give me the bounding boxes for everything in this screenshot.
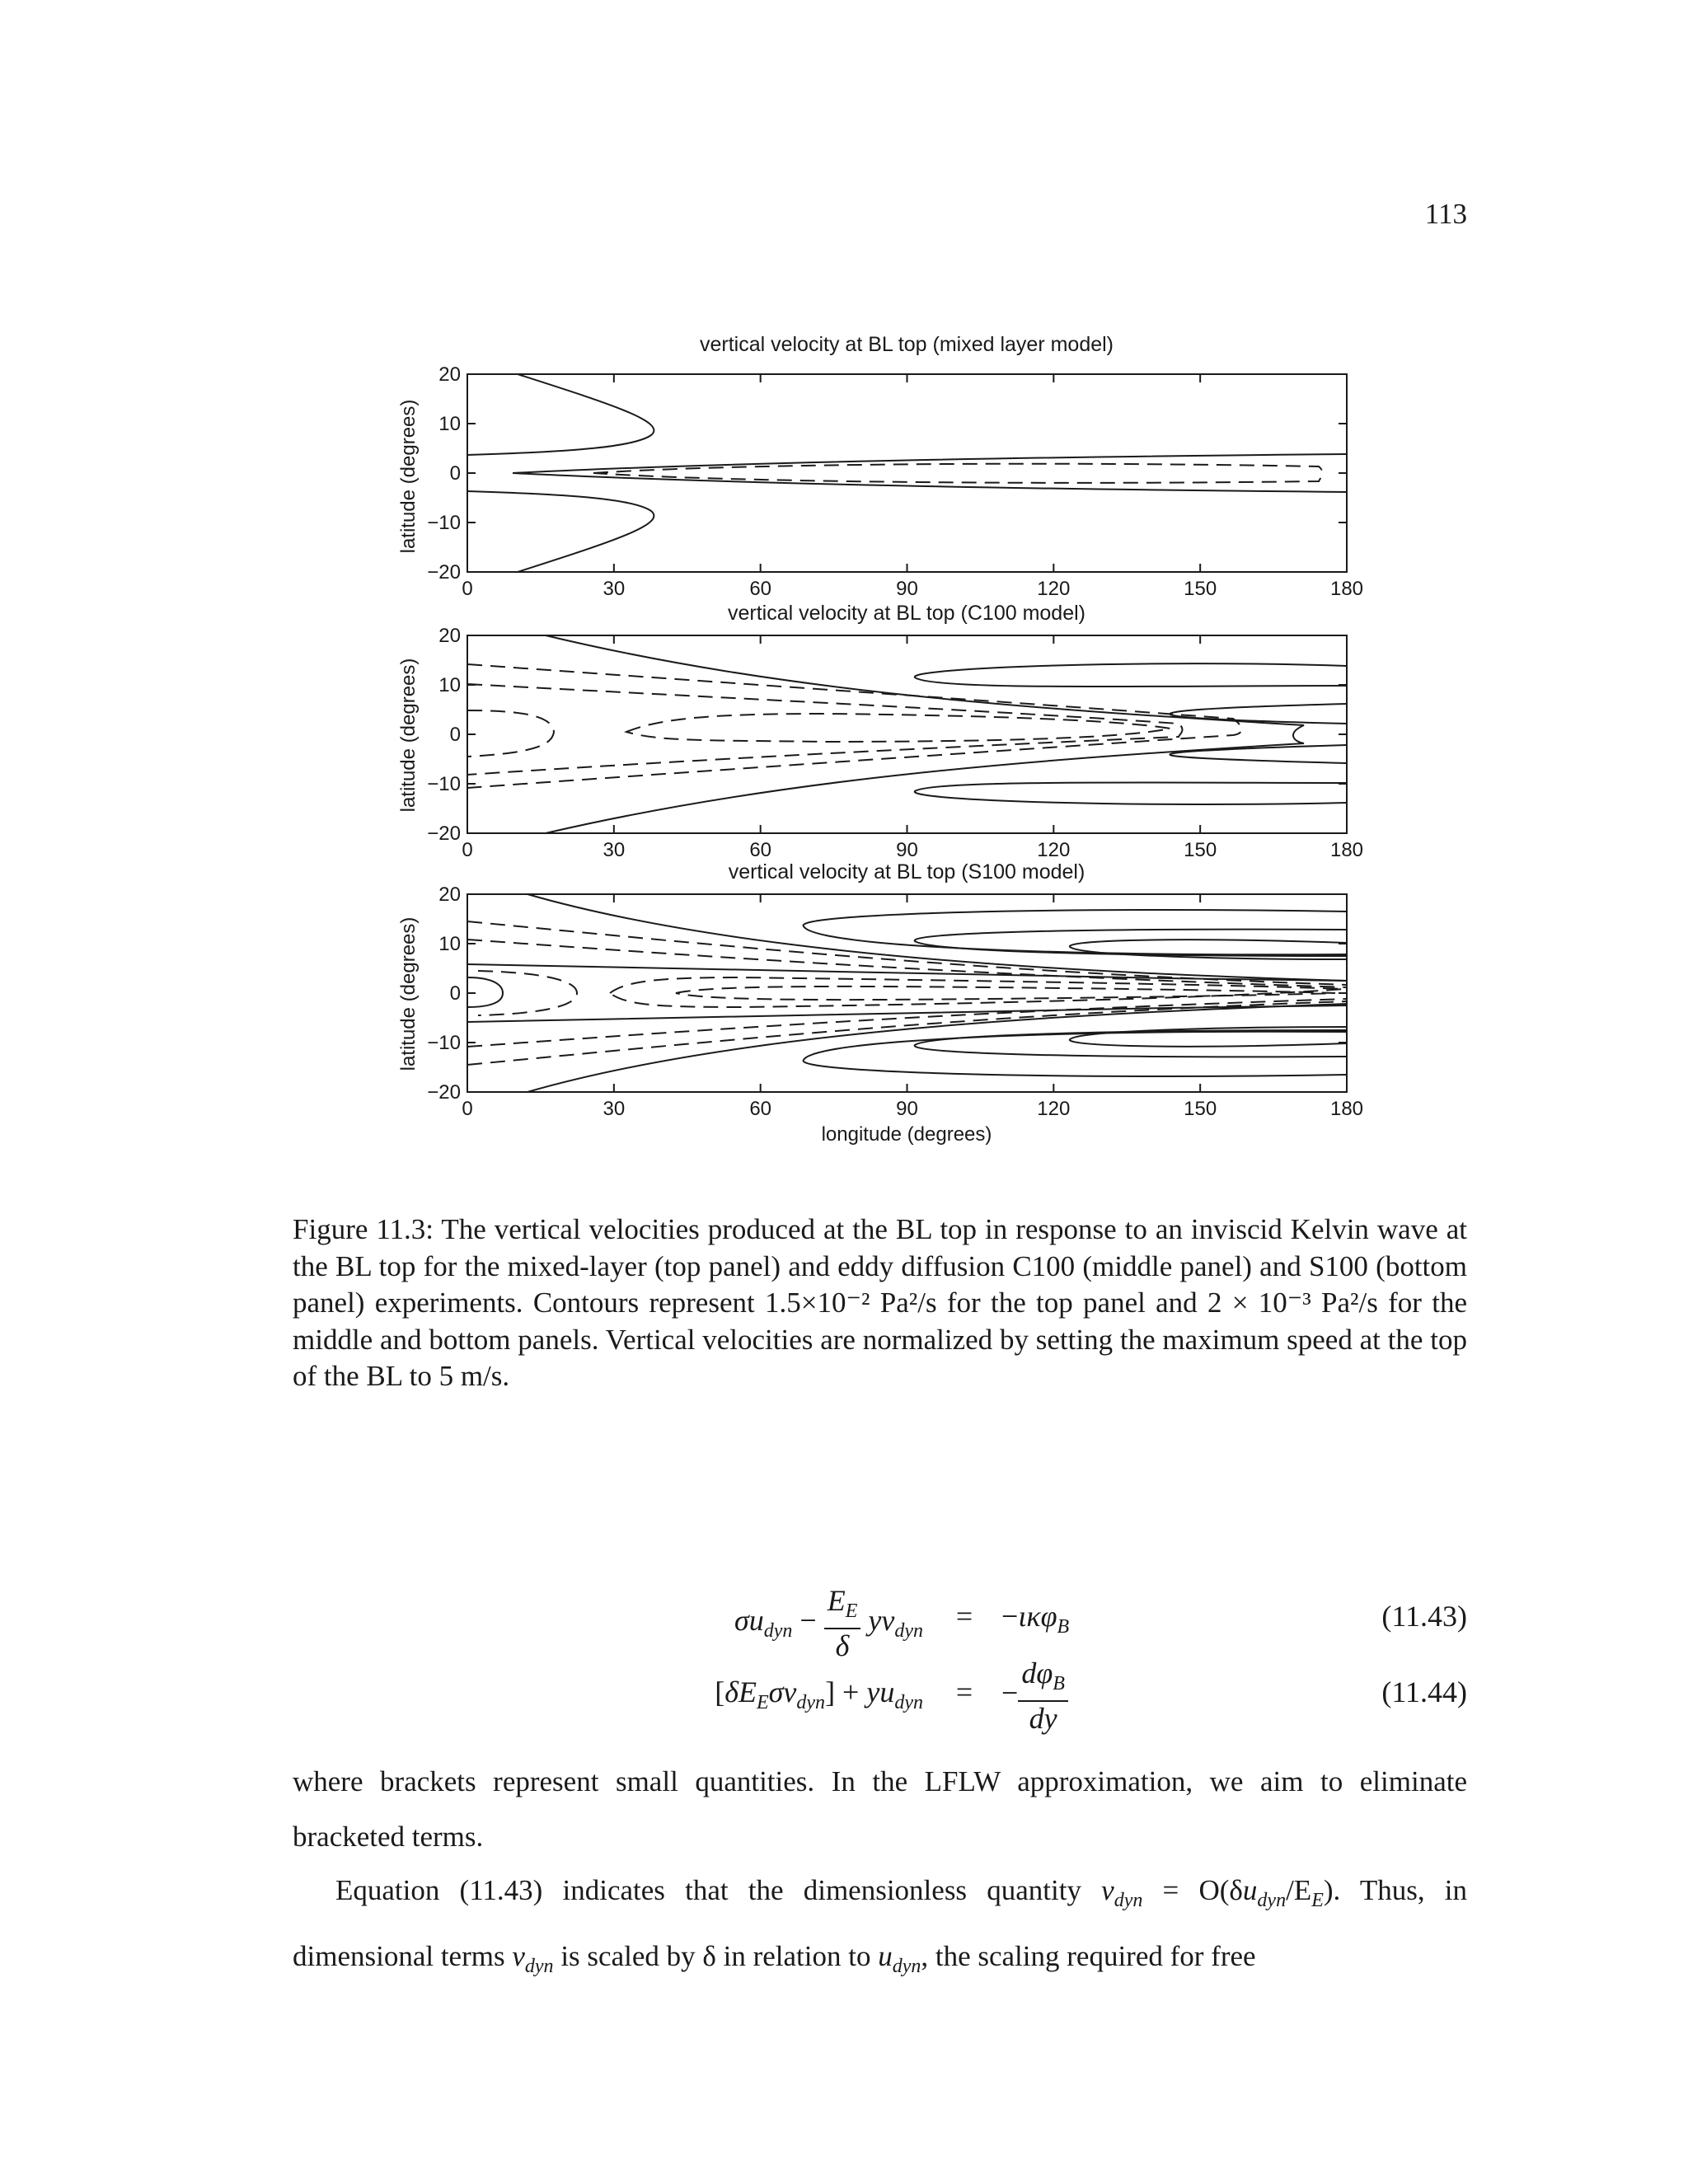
x-tick-label-p1: 60 bbox=[749, 578, 772, 600]
x-tick-label-p1: 90 bbox=[896, 578, 918, 600]
para2-part3: /E bbox=[1286, 1874, 1312, 1906]
y-tick-label-p2: 0 bbox=[449, 724, 461, 746]
x-tick-label-p2: 120 bbox=[1037, 839, 1071, 861]
y-tick-label-p3: 10 bbox=[438, 933, 461, 955]
contours-panel-2 bbox=[467, 635, 1347, 833]
panel-title-2: vertical velocity at BL top (C100 model) bbox=[728, 602, 1085, 625]
contours-panel-1 bbox=[467, 374, 1347, 572]
para2-part1: Equation (11.43) indicates that the dimensionless quantity bbox=[335, 1874, 1102, 1906]
x-tick-label-p3: 30 bbox=[603, 1098, 626, 1120]
y-tick-label-p3: 20 bbox=[438, 883, 461, 906]
y-tick-label-p1: 0 bbox=[449, 462, 461, 485]
x-tick-label-p2: 90 bbox=[896, 839, 918, 861]
x-label: longitude (degrees) bbox=[821, 1123, 992, 1146]
figure-caption bbox=[293, 1212, 1467, 1395]
x-tick-label-p2: 150 bbox=[1184, 839, 1217, 861]
y-label-1: latitude (degrees) bbox=[397, 399, 420, 554]
para2-part6: , the scaling required for free bbox=[921, 1940, 1256, 1972]
y-tick-label-p3: −20 bbox=[427, 1081, 461, 1104]
y-label-2: latitude (degrees) bbox=[397, 658, 420, 813]
equation-number-1: (11.43) bbox=[1381, 1600, 1467, 1633]
x-tick-label-p1: 120 bbox=[1037, 578, 1071, 600]
caption-text: The vertical velocities produced at the BL top in response to an inviscid Kelvin wave at the BL top for the mixed-layer (top panel) and eddy diffusion C100 (middle panel) and S100 (bottom panel) experiments. Contours represent 1.5×10⁻² Pa²/s for the top panel and 2 × 10⁻³ Pa²/s for the middle and bottom panels. Vertical velocities are normalized by setting the maximum speed at the top of the BL to 5 m/s. bbox=[293, 1213, 1467, 1392]
x-tick-label-p3: 150 bbox=[1184, 1098, 1217, 1120]
x-tick-label-p3: 180 bbox=[1329, 1098, 1364, 1120]
panel-frame-2 bbox=[467, 635, 1347, 833]
y-tick-label-p1: 20 bbox=[438, 363, 461, 386]
para2-part2: = O(δ bbox=[1142, 1874, 1243, 1906]
y-tick-label-p2: 20 bbox=[438, 625, 461, 647]
x-tick-label-p2: 30 bbox=[603, 839, 626, 861]
y-tick-label-p3: −10 bbox=[427, 1032, 461, 1054]
y-tick-label-p2: −20 bbox=[427, 823, 461, 845]
y-tick-label-p3: 0 bbox=[449, 982, 461, 1005]
paragraph-2: Equation (11.43) indicates that the dimensionless quantity $v_{dyn} = O(\delta u_{dyn}/E_E)$. Thus, in dimensional terms $v_{dyn}$ is scaled by δ in relation to $u_{dyn}$, the scaling required for free bbox=[293, 1874, 1467, 1977]
panel-title-3: vertical velocity at BL top (S100 model) bbox=[728, 860, 1085, 883]
x-tick-label-p1: 0 bbox=[462, 578, 473, 600]
para2-part4: ). Thus, in dimensional terms bbox=[293, 1874, 1467, 1972]
panel-title-1: vertical velocity at BL top (mixed layer model) bbox=[699, 333, 1114, 356]
y-tick-label-p2: −10 bbox=[427, 773, 461, 795]
equation-11-44: $[\delta E_E\sigma v_{dyn}] + yu_{dyn}$ = − $\frac{d\varphi_B}{dy}$ (11.44) bbox=[715, 1657, 1467, 1736]
x-tick-label-p3: 120 bbox=[1037, 1098, 1071, 1120]
x-tick-label-p2: 180 bbox=[1329, 839, 1364, 861]
paragraph-1: where brackets represent small quantities. In the LFLW approximation, we aim to eliminate bracketed terms. bbox=[293, 1765, 1467, 1853]
page-number: 113 bbox=[1424, 198, 1467, 230]
caption-label: Figure 11.3: bbox=[293, 1213, 434, 1245]
x-tick-label-p2: 60 bbox=[749, 839, 772, 861]
x-tick-label-p1: 150 bbox=[1184, 578, 1217, 600]
y-tick-label-p1: −10 bbox=[427, 512, 461, 534]
panel-frame-3 bbox=[467, 894, 1347, 1092]
x-tick-label-p3: 90 bbox=[896, 1098, 918, 1120]
x-tick-label-p1: 180 bbox=[1329, 578, 1364, 600]
para2-part5: is scaled by δ in relation to bbox=[553, 1940, 879, 1972]
equation-number-2: (11.44) bbox=[1381, 1675, 1467, 1708]
equation-11-43: $\sigma u_{dyn}$ − $\frac{E_E}{\delta}$ $yv_{dyn}$ = −ικφ$_B$ (11.43) bbox=[734, 1584, 1467, 1663]
x-tick-label-p3: 60 bbox=[749, 1098, 772, 1120]
y-label-3: latitude (degrees) bbox=[397, 916, 420, 1071]
x-tick-label-p1: 30 bbox=[603, 578, 626, 600]
x-tick-label-p3: 0 bbox=[462, 1098, 473, 1120]
x-tick-label-p2: 0 bbox=[462, 839, 473, 861]
contours-panel-3 bbox=[467, 894, 1347, 1092]
y-tick-label-p1: 10 bbox=[438, 413, 461, 435]
y-tick-label-p1: −20 bbox=[427, 561, 461, 583]
y-tick-label-p2: 10 bbox=[438, 674, 461, 696]
